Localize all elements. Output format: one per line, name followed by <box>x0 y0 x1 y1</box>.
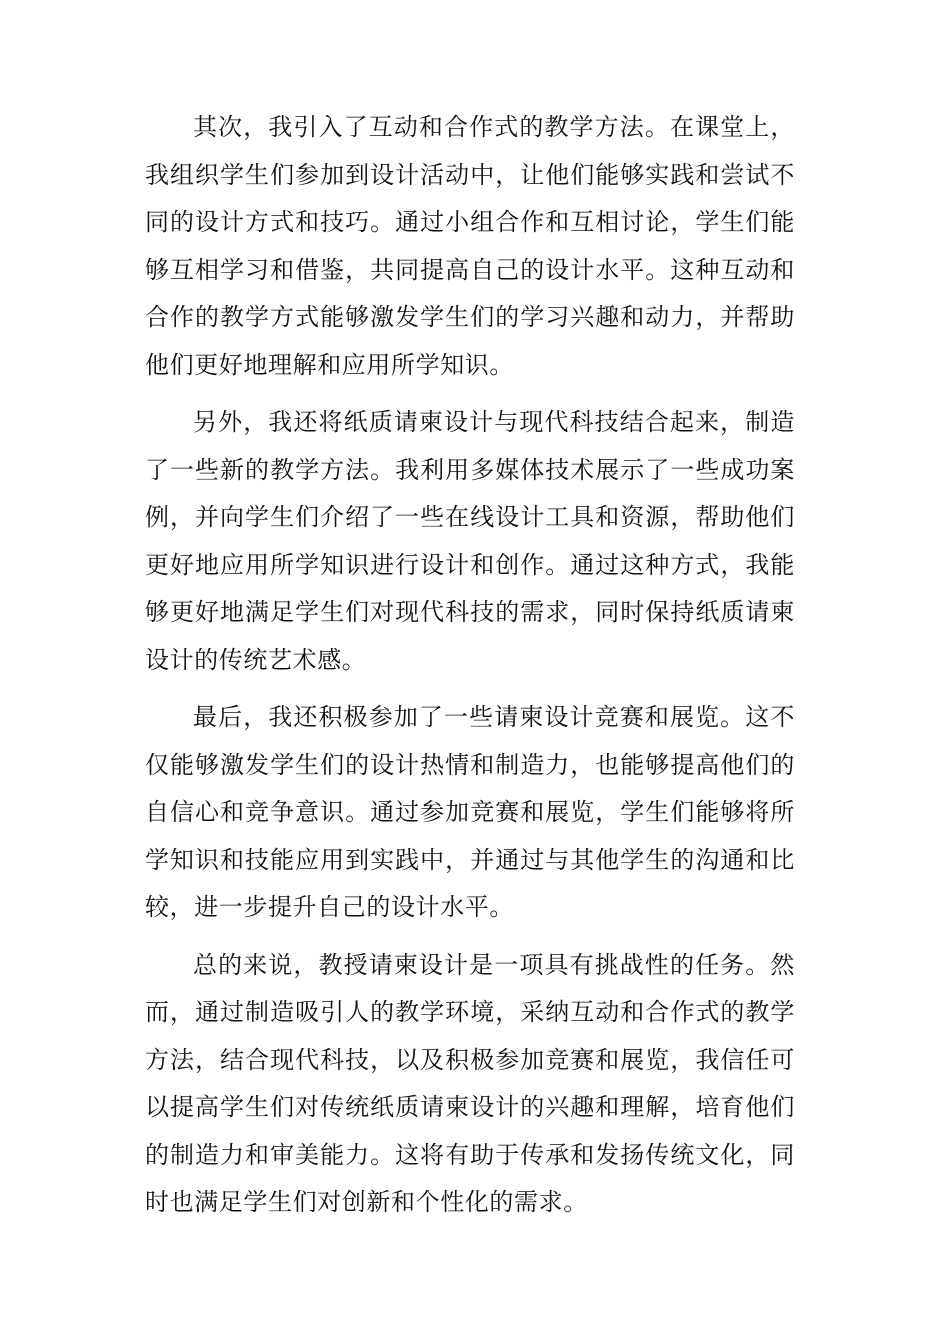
document-body <box>145 104 795 1237</box>
paragraph-conclusion: 总的来说，教授请柬设计是一项具有挑战性的任务。然而，通过制造吸引人的教学环境，采纳互动和合作式的教学方法，结合现代科技，以及积极参加竞赛和展览，我信任可以提高学生们对传统纸质请柬设计的兴趣和理解，培育他们的制造力和审美能力。这将有助于传承和发扬传统文化，同时也满足学生们对创新和个性化的需求。 <box>145 950 795 1216</box>
paragraph-modern-technology: 另外，我还将纸质请柬设计与现代科技结合起来，制造了一些新的教学方法。我利用多媒体技术展示了一些成功案例，并向学生们介绍了一些在线设计工具和资源，帮助他们更好地应用所学知识进行设计和创作。通过这种方式，我能够更好地满足学生们对现代科技的需求，同时保持纸质请柬设计的传统艺术感。 <box>145 408 795 674</box>
paragraph-competitions: 最后，我还积极参加了一些请柬设计竞赛和展览。这不仅能够激发学生们的设计热情和制造力，也能够提高他们的自信心和竞争意识。通过参加竞赛和展览，学生们能够将所学知识和技能应用到实践中，并通过与其他学生的沟通和比较，进一步提升自己的设计水平。 <box>145 703 795 921</box>
paragraph-interactive-teaching: 其次，我引入了互动和合作式的教学方法。在课堂上，我组织学生们参加到设计活动中，让他们能够实践和尝试不同的设计方式和技巧。通过小组合作和互相讨论，学生们能够互相学习和借鉴，共同提高自己的设计水平。这种互动和合作的教学方式能够激发学生们的学习兴趣和动力，并帮助他们更好地理解和应用所学知识。 <box>145 113 795 379</box>
